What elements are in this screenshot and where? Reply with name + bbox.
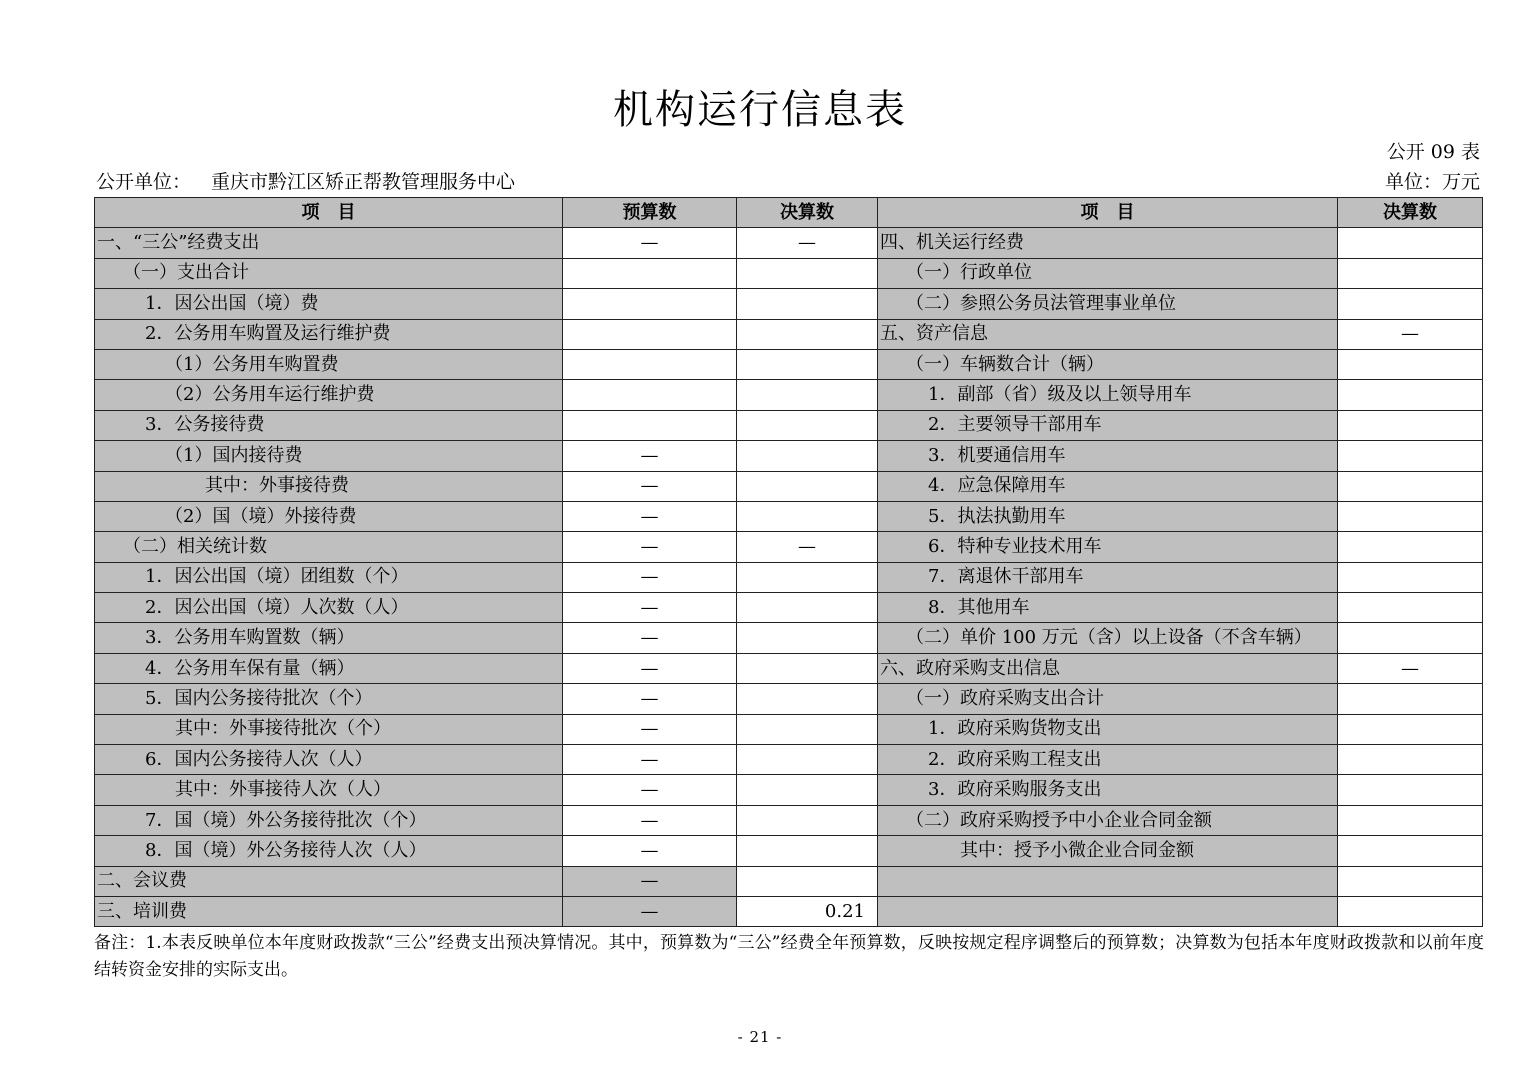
- table-header-row: [95, 198, 1483, 228]
- right-item: 1．副部（省）级及以上领导用车: [878, 380, 1338, 410]
- right-item: 3．政府采购服务支出: [878, 775, 1338, 805]
- budget-cell: —: [563, 471, 737, 501]
- right-item: 1．政府采购货物支出: [878, 714, 1338, 744]
- right-final-cell: [1338, 745, 1483, 775]
- table-row: [95, 228, 1483, 258]
- right-item: 6．特种专业技术用车: [878, 532, 1338, 562]
- budget-cell: —: [563, 501, 737, 531]
- table-row: [95, 593, 1483, 623]
- budget-cell: —: [563, 805, 737, 835]
- final-cell: 0.21: [737, 896, 878, 926]
- right-final-cell: [1338, 866, 1483, 896]
- final-cell: [737, 319, 878, 349]
- right-final-cell: [1338, 289, 1483, 319]
- budget-cell: —: [563, 562, 737, 592]
- currency-unit: 单位：万元: [1384, 171, 1480, 193]
- left-item: （1）公务用车购置费: [95, 349, 563, 379]
- table-row: [95, 562, 1483, 592]
- header-final-left: 决算数: [737, 198, 878, 228]
- right-final-cell: [1338, 228, 1483, 258]
- left-item: 二、会议费: [95, 866, 563, 896]
- left-item: 2．因公出国（境）人次数（人）: [95, 593, 563, 623]
- right-item: （一）政府采购支出合计: [878, 684, 1338, 714]
- left-item: （2）国（境）外接待费: [95, 501, 563, 531]
- table-row: [95, 714, 1483, 744]
- table-row: [95, 653, 1483, 683]
- budget-cell: —: [563, 836, 737, 866]
- right-final-cell: [1338, 836, 1483, 866]
- table-row: [95, 441, 1483, 471]
- table-row: [95, 623, 1483, 653]
- final-cell: —: [737, 532, 878, 562]
- budget-cell: —: [563, 896, 737, 926]
- final-cell: [737, 866, 878, 896]
- final-cell: [737, 501, 878, 531]
- budget-cell: —: [563, 684, 737, 714]
- right-item: 7．离退休干部用车: [878, 562, 1338, 592]
- right-item: （二）政府采购授予中小企业合同金额: [878, 805, 1338, 835]
- final-cell: [737, 471, 878, 501]
- reporting-unit: [96, 170, 515, 194]
- budget-cell: [563, 410, 737, 440]
- right-final-cell: [1338, 593, 1483, 623]
- right-item: 2．主要领导干部用车: [878, 410, 1338, 440]
- left-item: 其中：外事接待批次（个）: [95, 714, 563, 744]
- left-item: 一、“三公”经费支出: [95, 228, 563, 258]
- form-number: 公开 09 表: [1386, 141, 1480, 163]
- table-row: [95, 896, 1483, 926]
- budget-cell: [563, 380, 737, 410]
- right-final-cell: [1338, 532, 1483, 562]
- right-final-cell: [1338, 380, 1483, 410]
- left-item: 3．公务接待费: [95, 410, 563, 440]
- budget-cell: —: [563, 714, 737, 744]
- right-final-cell: [1338, 562, 1483, 592]
- right-item: （一）行政单位: [878, 258, 1338, 288]
- left-item: 其中：外事接待费: [95, 471, 563, 501]
- left-item: 5．国内公务接待批次（个）: [95, 684, 563, 714]
- final-cell: [737, 805, 878, 835]
- table-row: [95, 684, 1483, 714]
- left-item: 其中：外事接待人次（人）: [95, 775, 563, 805]
- budget-cell: [563, 349, 737, 379]
- final-cell: [737, 289, 878, 319]
- table-row: [95, 866, 1483, 896]
- right-final-cell: [1338, 684, 1483, 714]
- table-note: 备注：1.本表反映单位本年度财政拨款“三公”经费支出预决算情况。其中，预算数为“三公”经费全年预算数，反映按规定程序调整后的预算数；决算数为包括本年度财政拨款和以前年度结转资金安排的实际支出。: [94, 933, 1484, 980]
- page-title: 机构运行信息表: [613, 87, 907, 133]
- left-item: 4．公务用车保有量（辆）: [95, 653, 563, 683]
- right-final-cell: [1338, 805, 1483, 835]
- budget-cell: —: [563, 745, 737, 775]
- budget-cell: [563, 289, 737, 319]
- final-cell: [737, 349, 878, 379]
- right-final-cell: [1338, 471, 1483, 501]
- unit-name: 重庆市黔江区矫正帮教管理服务中心: [211, 171, 516, 193]
- left-item: 2．公务用车购置及运行维护费: [95, 319, 563, 349]
- left-item: （一）支出合计: [95, 258, 563, 288]
- table-row: [95, 410, 1483, 440]
- right-item: 3．机要通信用车: [878, 441, 1338, 471]
- final-cell: [737, 836, 878, 866]
- right-item: 六、政府采购支出信息: [878, 653, 1338, 683]
- table-row: [95, 501, 1483, 531]
- right-item: （一）车辆数合计（辆）: [878, 349, 1338, 379]
- table-row: [95, 380, 1483, 410]
- budget-cell: —: [563, 866, 737, 896]
- right-item: （二）参照公务员法管理事业单位: [878, 289, 1338, 319]
- header-item-right: 项 目: [878, 198, 1338, 228]
- budget-cell: —: [563, 441, 737, 471]
- budget-cell: —: [563, 623, 737, 653]
- right-item: 5．执法执勤用车: [878, 501, 1338, 531]
- right-final-cell: [1338, 441, 1483, 471]
- budget-cell: —: [563, 775, 737, 805]
- budget-cell: —: [563, 653, 737, 683]
- final-cell: [737, 380, 878, 410]
- final-cell: [737, 653, 878, 683]
- left-item: （2）公务用车运行维护费: [95, 380, 563, 410]
- left-item: 6．国内公务接待人次（人）: [95, 745, 563, 775]
- final-cell: [737, 775, 878, 805]
- table-row: [95, 471, 1483, 501]
- final-cell: [737, 684, 878, 714]
- left-item: 8．国（境）外公务接待人次（人）: [95, 836, 563, 866]
- right-final-cell: [1338, 501, 1483, 531]
- left-item: （二）相关统计数: [95, 532, 563, 562]
- right-final-cell: [1338, 714, 1483, 744]
- right-item: [878, 866, 1338, 896]
- right-item: 四、机关运行经费: [878, 228, 1338, 258]
- table-row: [95, 532, 1483, 562]
- budget-cell: [563, 258, 737, 288]
- final-cell: [737, 562, 878, 592]
- right-item: 8．其他用车: [878, 593, 1338, 623]
- right-item: 其中：授予小微企业合同金额: [878, 836, 1338, 866]
- table-row: [95, 805, 1483, 835]
- final-cell: [737, 441, 878, 471]
- left-item: 3．公务用车购置数（辆）: [95, 623, 563, 653]
- final-cell: [737, 593, 878, 623]
- final-cell: [737, 714, 878, 744]
- final-cell: [737, 258, 878, 288]
- table-row: [95, 349, 1483, 379]
- table-row: [95, 836, 1483, 866]
- budget-cell: [563, 319, 737, 349]
- header-item-left: 项 目: [95, 198, 563, 228]
- info-table: [94, 197, 1483, 927]
- left-item: 三、培训费: [95, 896, 563, 926]
- budget-cell: —: [563, 593, 737, 623]
- final-cell: —: [737, 228, 878, 258]
- table-row: [95, 745, 1483, 775]
- right-final-cell: [1338, 410, 1483, 440]
- right-final-cell: [1338, 349, 1483, 379]
- table-row: [95, 258, 1483, 288]
- table-row: [95, 775, 1483, 805]
- right-item: 2．政府采购工程支出: [878, 745, 1338, 775]
- right-final-cell: —: [1338, 653, 1483, 683]
- right-final-cell: [1338, 775, 1483, 805]
- right-item: [878, 896, 1338, 926]
- final-cell: [737, 623, 878, 653]
- header-final-right: 决算数: [1338, 198, 1483, 228]
- right-final-cell: [1338, 623, 1483, 653]
- unit-label: 公开单位：: [96, 171, 192, 193]
- left-item: 1．因公出国（境）费: [95, 289, 563, 319]
- header-budget: 预算数: [563, 198, 737, 228]
- final-cell: [737, 745, 878, 775]
- budget-cell: —: [563, 532, 737, 562]
- right-item: 五、资产信息: [878, 319, 1338, 349]
- right-final-cell: [1338, 258, 1483, 288]
- left-item: 7．国（境）外公务接待批次（个）: [95, 805, 563, 835]
- page-number: - 21 -: [737, 1028, 783, 1046]
- right-item: （二）单价 100 万元（含）以上设备（不含车辆）: [878, 623, 1338, 653]
- right-item: 4．应急保障用车: [878, 471, 1338, 501]
- budget-cell: —: [563, 228, 737, 258]
- right-final-cell: [1338, 896, 1483, 926]
- right-final-cell: —: [1338, 319, 1483, 349]
- table-row: [95, 319, 1483, 349]
- table-row: [95, 289, 1483, 319]
- left-item: 1．因公出国（境）团组数（个）: [95, 562, 563, 592]
- final-cell: [737, 410, 878, 440]
- left-item: （1）国内接待费: [95, 441, 563, 471]
